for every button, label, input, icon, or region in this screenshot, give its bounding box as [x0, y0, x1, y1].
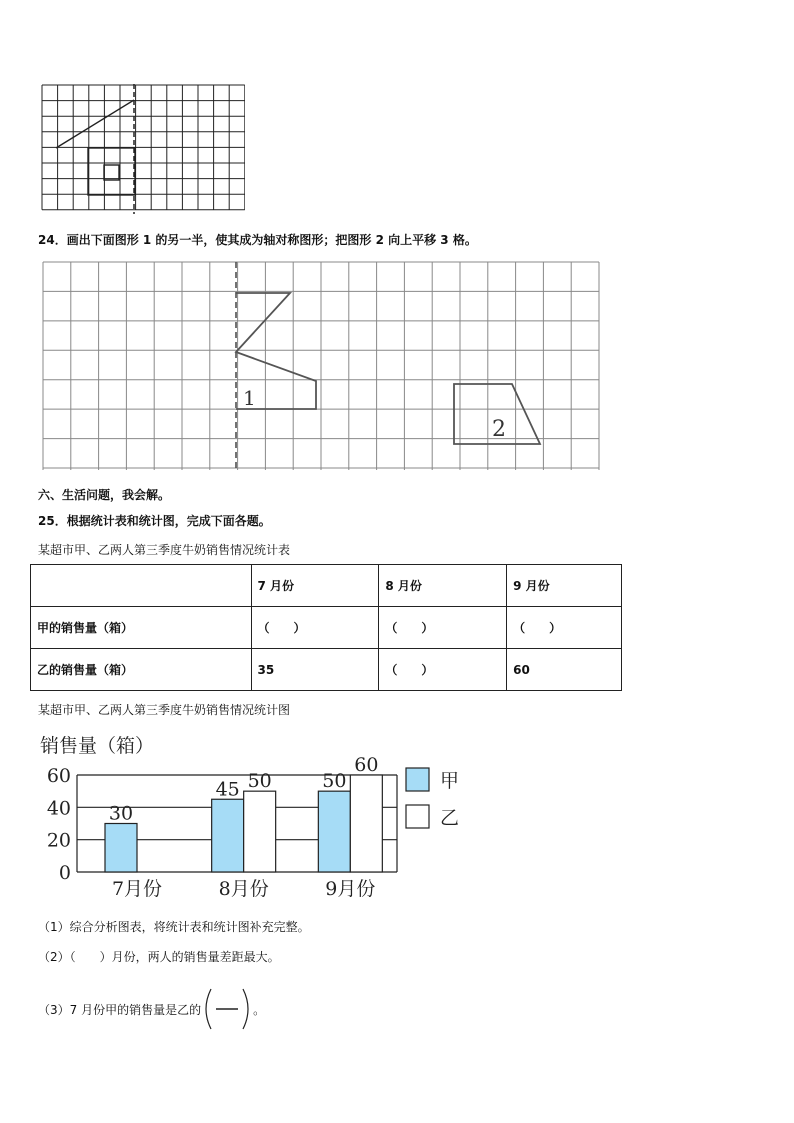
bar — [105, 824, 137, 873]
sales-table — [30, 564, 622, 691]
x-tick-label: 8月份 — [218, 878, 269, 900]
bar — [212, 799, 244, 872]
sub-question-1: （1）综合分析图表，将统计表和统计图补充完整。 — [38, 920, 310, 934]
y-axis-label: 销售量（箱） — [40, 735, 155, 757]
fraction-answer-blank[interactable] — [201, 987, 253, 1031]
sub-question-3-suffix: 。 — [253, 1002, 266, 1017]
row-label: 甲的销售量（箱） — [31, 607, 252, 649]
bar-value-label: 30 — [108, 802, 134, 825]
question-24: 24．画出下面图形 1 的另一半，使其成为轴对称图形；把图形 2 向上平移 3 格。 — [38, 233, 477, 247]
bar-value-label: 60 — [354, 754, 379, 776]
y-tick-label: 20 — [46, 829, 71, 852]
bar — [244, 791, 276, 872]
table-header-cell: 9 月份 — [507, 565, 622, 607]
legend-swatch — [406, 805, 429, 828]
legend-label: 甲 — [440, 770, 460, 792]
table-cell[interactable]: （ ） — [251, 607, 379, 649]
outer-square — [88, 148, 135, 195]
shape-2-label: 2 — [492, 417, 506, 442]
table-row — [31, 649, 622, 691]
table-cell[interactable]: （ ） — [379, 607, 507, 649]
table-header-cell: 8 月份 — [379, 565, 507, 607]
table-cell: 35 — [251, 649, 379, 691]
y-tick-label: 0 — [58, 862, 71, 884]
sub-question-3 — [38, 987, 265, 1031]
y-tick-label: 40 — [46, 797, 71, 820]
slanted-line — [56, 100, 134, 148]
grid-figure-2 — [40, 260, 604, 478]
bar-value-label: 45 — [215, 778, 240, 801]
table-cell: 60 — [507, 649, 622, 691]
inner-square — [104, 165, 119, 180]
x-tick-label: 9月份 — [325, 878, 376, 900]
chart-title: 某超市甲、乙两人第三季度牛奶销售情况统计图 — [38, 703, 291, 717]
top-grid-figure — [40, 84, 245, 216]
y-tick-label: 60 — [46, 765, 71, 787]
legend-label: 乙 — [440, 807, 460, 829]
table-row — [31, 607, 622, 649]
section-6-title: 六、生活问题，我会解。 — [38, 488, 171, 502]
bar-value-label: 50 — [247, 770, 272, 793]
table-header-cell — [31, 565, 252, 607]
row-label: 乙的销售量（箱） — [31, 649, 252, 691]
question-25: 25．根据统计表和统计图，完成下面各题。 — [38, 514, 271, 528]
bar-value-label: 50 — [322, 770, 347, 793]
legend-swatch — [406, 768, 429, 791]
bar — [350, 775, 382, 872]
sub-question-3-prefix: （3）7 月份甲的销售量是乙的 — [38, 1002, 202, 1017]
table-cell[interactable]: （ ） — [379, 649, 507, 691]
x-tick-label: 7月份 — [111, 878, 163, 900]
table-title: 某超市甲、乙两人第三季度牛奶销售情况统计表 — [38, 543, 291, 557]
sub-question-2: （2）（ ）月份，两人的销售量差距最大。 — [38, 950, 280, 964]
shape-1-label: 1 — [243, 386, 256, 410]
sales-bar-chart — [30, 730, 470, 905]
bar — [318, 791, 350, 872]
table-header-row — [31, 565, 622, 607]
table-cell[interactable]: （ ） — [507, 607, 622, 649]
table-header-cell: 7 月份 — [251, 565, 379, 607]
